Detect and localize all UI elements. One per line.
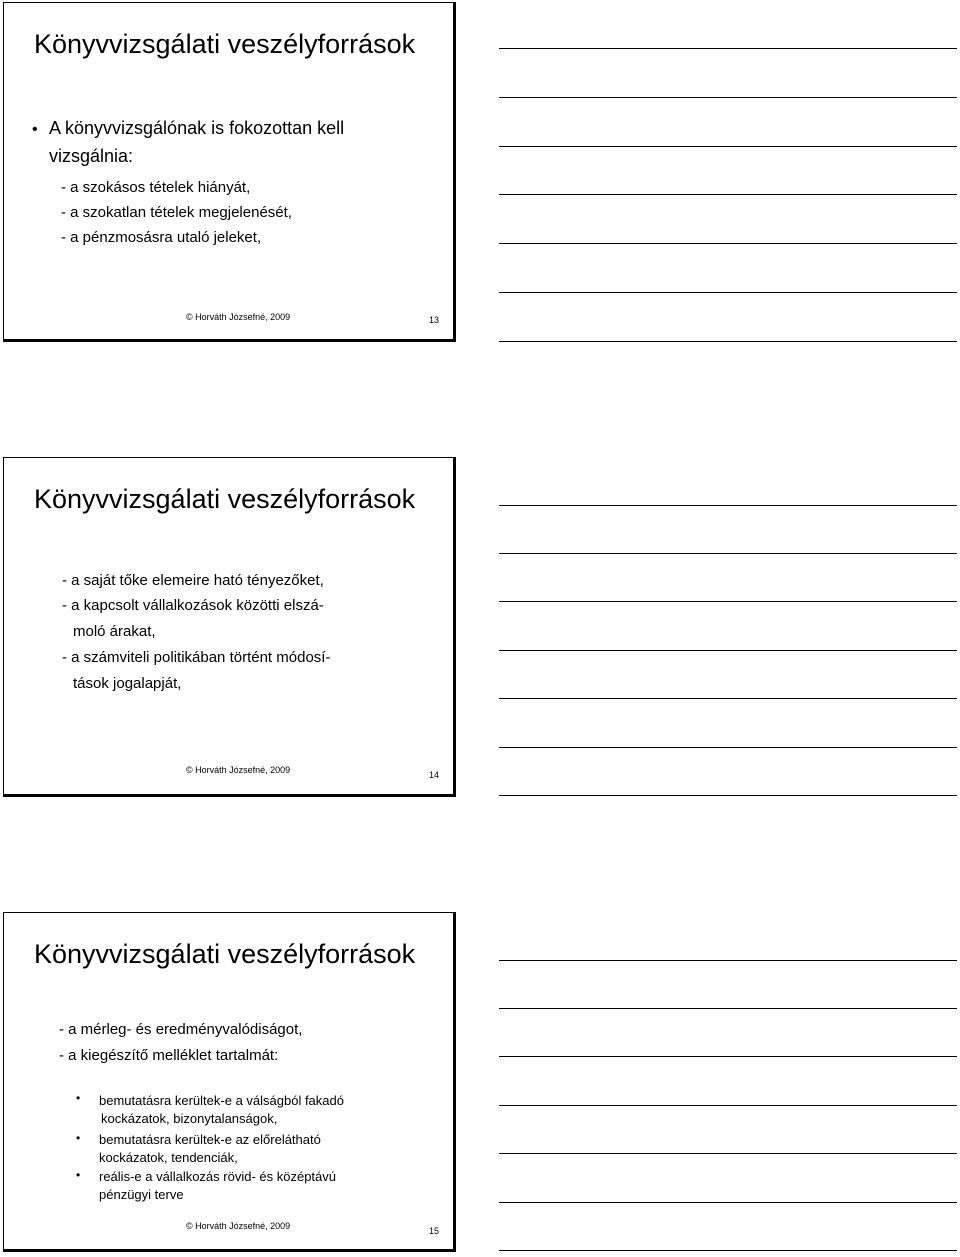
notes-rule xyxy=(499,698,957,699)
body-line: - a szokatlan tételek megjelenését, xyxy=(61,204,292,221)
notes-rule xyxy=(499,194,957,195)
bullet-line: bemutatásra kerültek-e az előrelátható xyxy=(99,1132,321,1147)
bullet-icon: • xyxy=(76,1091,81,1105)
notes-rule xyxy=(499,601,957,602)
body-line: tások jogalapját, xyxy=(73,675,182,692)
notes-rule xyxy=(499,1153,957,1154)
bullet-line: reális-e a vállalkozás rövid- és középtávú xyxy=(99,1169,336,1184)
bullet-line: pénzügyi terve xyxy=(99,1187,184,1202)
bullet-line: kockázatok, tendenciák, xyxy=(99,1150,238,1165)
body-line: - a számviteli politikában történt módosí- xyxy=(62,649,331,666)
notes-rule xyxy=(499,1008,957,1009)
notes-rule xyxy=(499,795,957,796)
slide-number: 15 xyxy=(429,1226,440,1236)
slide-13 xyxy=(3,2,456,342)
body-line: moló árakat, xyxy=(73,623,156,640)
bullet-icon: • xyxy=(32,121,38,138)
notes-rule xyxy=(499,1105,957,1106)
notes-rule xyxy=(499,960,957,961)
bullet-icon: • xyxy=(76,1168,81,1182)
notes-rule xyxy=(499,48,957,49)
body-line: A könyvvizsgálónak is fokozottan kell xyxy=(49,118,345,138)
notes-rule xyxy=(499,553,957,554)
slide-title: Könyvvizsgálati veszélyforrások xyxy=(34,29,416,59)
slide-title: Könyvvizsgálati veszélyforrások xyxy=(34,484,416,514)
notes-rule xyxy=(499,243,957,244)
body-line: - a kapcsolt vállalkozások közötti elszá- xyxy=(62,597,324,614)
notes-rule xyxy=(499,341,957,342)
notes-rule xyxy=(499,505,957,506)
notes-rule xyxy=(499,292,957,293)
slide-14 xyxy=(3,457,456,797)
notes-rule xyxy=(499,97,957,98)
body-line: - a pénzmosásra utaló jeleket, xyxy=(61,229,262,246)
slide-number: 13 xyxy=(429,315,440,325)
slide-footer: © Horváth Józsefné, 2009 xyxy=(186,1221,291,1231)
bullet-line: bemutatásra kerültek-e a válságból fakadó xyxy=(99,1093,344,1108)
body-line: - a kiegészítő melléklet tartalmát: xyxy=(59,1047,279,1064)
notes-rule xyxy=(499,1202,957,1203)
slide-title: Könyvvizsgálati veszélyforrások xyxy=(34,939,416,969)
body-line: - a saját tőke elemeire ható tényezőket, xyxy=(62,572,324,589)
slide-footer: © Horváth Józsefné, 2009 xyxy=(186,312,291,322)
slide-15 xyxy=(3,912,456,1252)
notes-rule xyxy=(499,650,957,651)
notes-rule xyxy=(499,1250,957,1251)
bullet-line: kockázatok, bizonytalanságok, xyxy=(101,1111,278,1126)
slide-number: 14 xyxy=(429,770,440,780)
body-line: vizsgálnia: xyxy=(49,146,134,166)
body-line: - a mérleg- és eredményvalódiságot, xyxy=(59,1021,303,1038)
notes-rule xyxy=(499,1056,957,1057)
body-line: - a szokásos tételek hiányát, xyxy=(61,179,251,196)
notes-rule xyxy=(499,747,957,748)
slide-footer: © Horváth Józsefné, 2009 xyxy=(186,765,291,775)
bullet-icon: • xyxy=(76,1131,81,1145)
notes-rule xyxy=(499,146,957,147)
